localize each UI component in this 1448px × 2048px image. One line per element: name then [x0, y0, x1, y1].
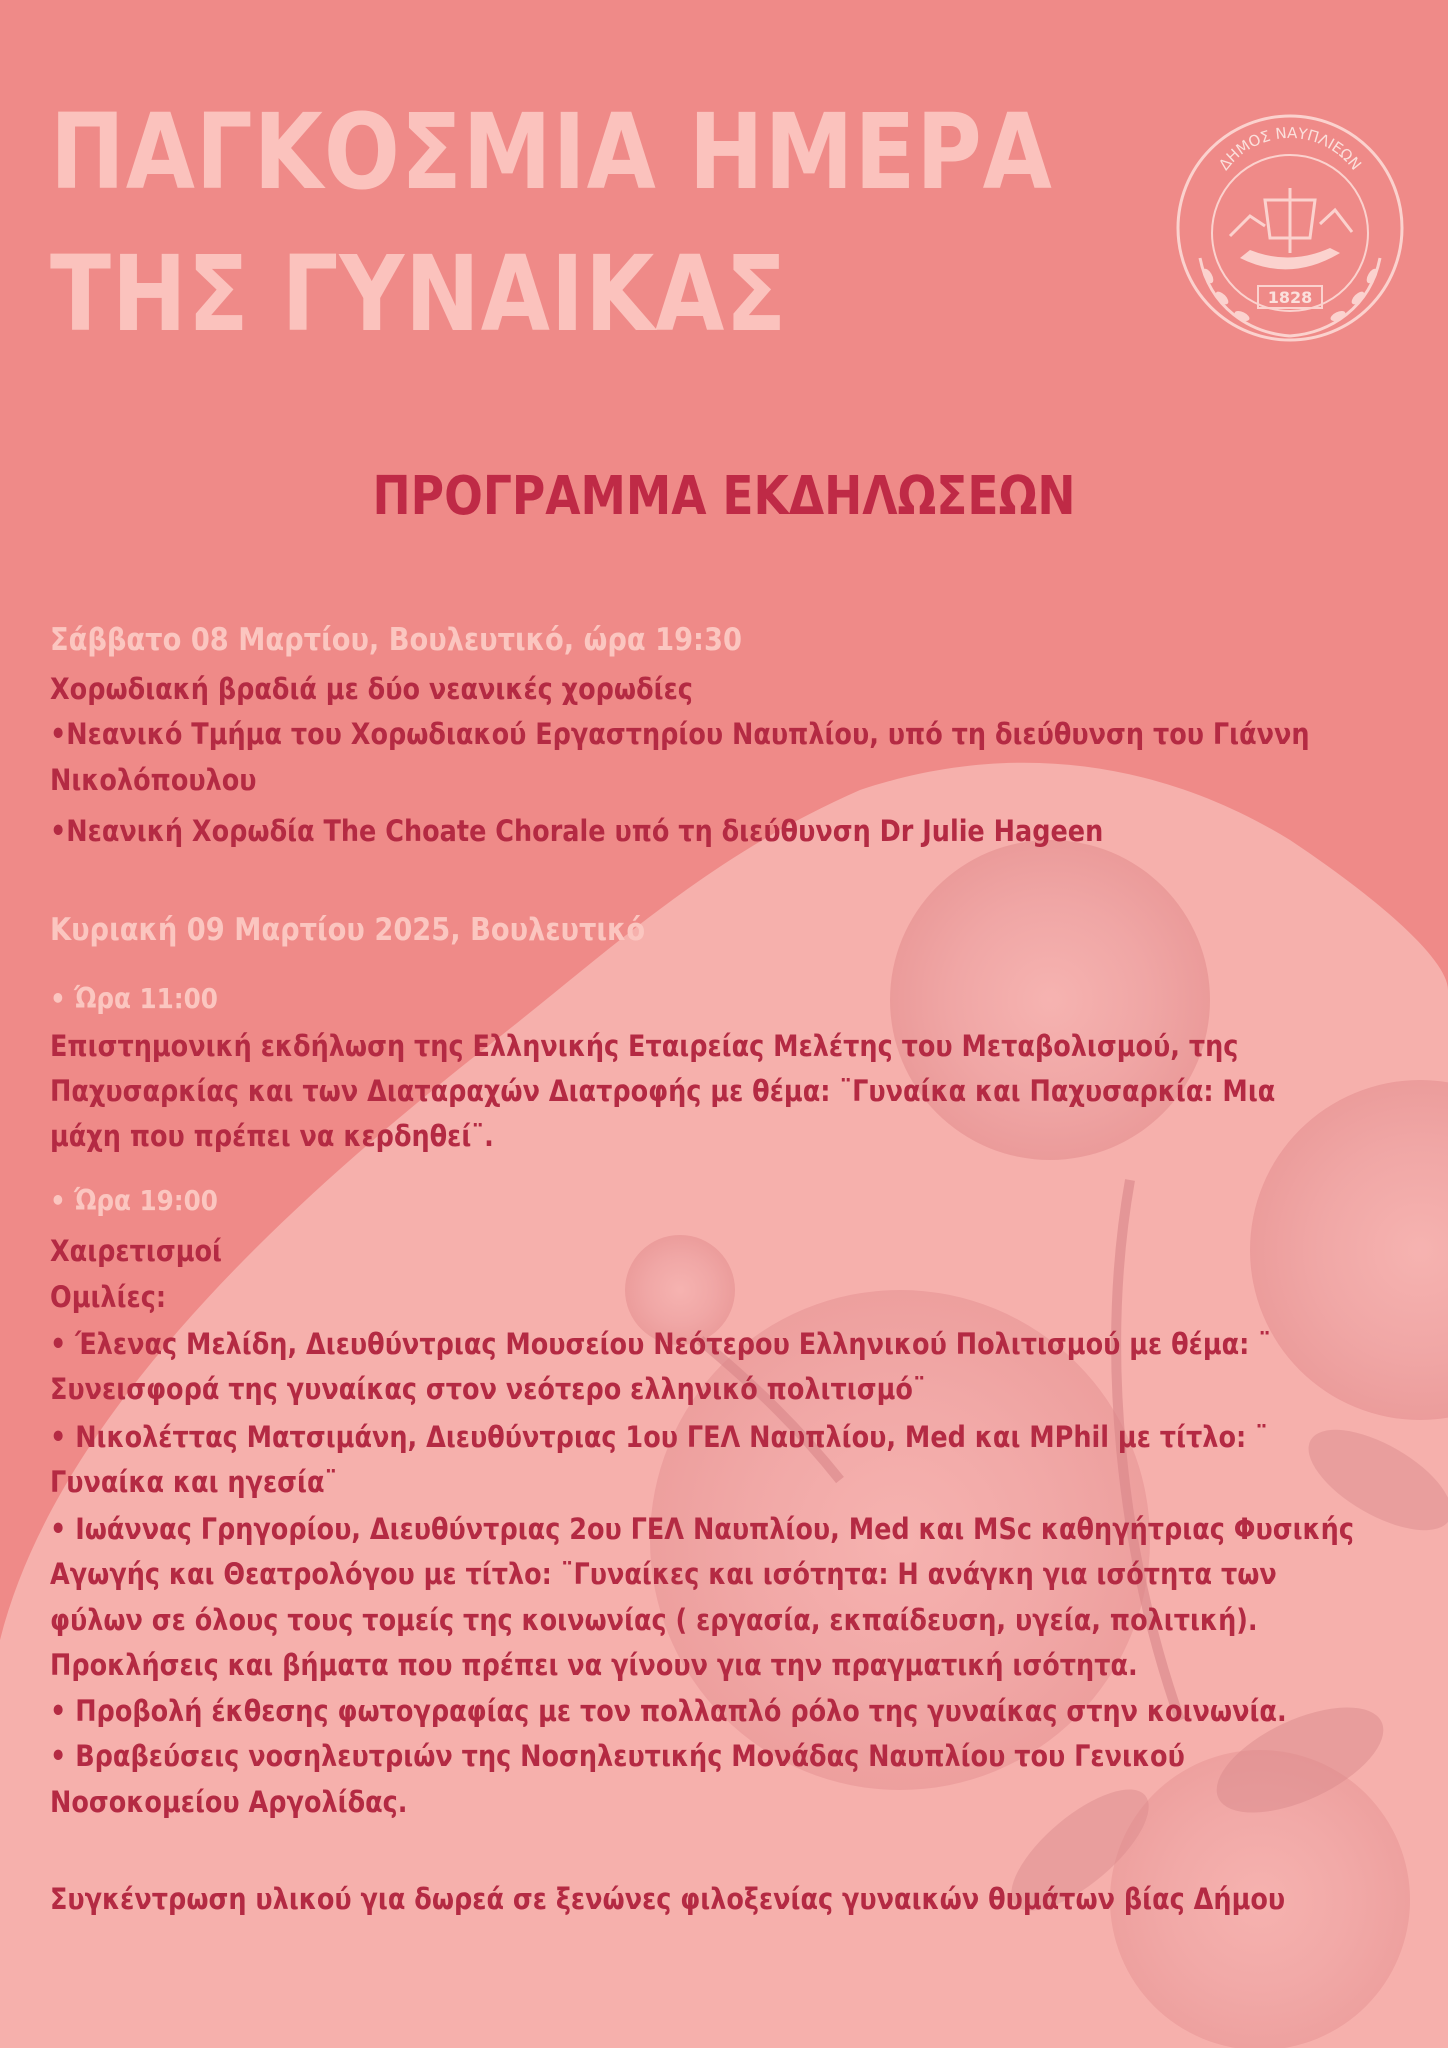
speech3-line4: Προκλήσεις και βήματα που πρέπει να γίνουν για την πραγματική ισότητα. [50, 1648, 1138, 1682]
sunday-heading: Κυριακή 09 Μαρτίου 2025, Βουλευτικό [50, 912, 646, 948]
speech3-line3: φύλων σε όλους τους τομείς της κοινωνίας ( εργασία, εκπαίδευση, υγεία, πολιτική). [50, 1603, 1258, 1637]
sunday-event1-line1: Επιστημονική εκδήλωση της Ελληνικής Εταιρείας Μελέτης του Μεταβολισμού, της [50, 1029, 1239, 1063]
saturday-heading: Σάββατο 08 Μαρτίου, Βουλευτικό, ώρα 19:30 [50, 622, 742, 658]
rose-top-right [890, 840, 1210, 1160]
saturday-item1-line2: Νικολόπουλου [50, 763, 257, 797]
municipality-seal-logo [1170, 108, 1410, 348]
sunday-greetings: Χαιρετισμοί [50, 1234, 222, 1268]
saturday-subtitle: Χορωδιακή βραδιά με δύο νεανικές χορωδίες [50, 672, 693, 706]
main-title-line1: ΠΑΓΚΟΣΜΙΑ ΗΜΕΡΑ [50, 91, 1053, 213]
photo-exhibit: • Προβολή έκθεσης φωτογραφίας με τον πολλαπλό ρόλο της γυναίκας στην κοινωνία. [50, 1694, 1287, 1728]
sunday-speeches-label: Ομιλίες: [50, 1280, 167, 1314]
speech1-line1: • Έλενας Μελίδη, Διευθύντριας Μουσείου Νεότερου Ελληνικού Πολιτισμού με θέμα: ¨ [50, 1327, 1271, 1361]
sunday-event1-line2: Παχυσαρκίας και των Διαταραχών Διατροφής με θέμα: ¨Γυναίκα και Παχυσαρκία: Μια [50, 1074, 1276, 1108]
saturday-item2: •Νεανική Χορωδία The Choate Chorale υπό τη διεύθυνση Dr Julie Hageen [50, 814, 1104, 848]
main-title-line2: ΤΗΣ ΓΥΝΑΙΚΑΣ [50, 233, 788, 355]
donation-collection-note: Συγκέντρωση υλικού για δωρεά σε ξενώνες φιλοξενίας γυναικών θυμάτων βίας Δήμου [50, 1882, 1286, 1916]
sunday-event1-line3: μάχη που πρέπει να κερδηθεί¨. [50, 1119, 494, 1153]
svg-text:1828: 1828 [1267, 288, 1313, 307]
speech2-line2: Γυναίκα και ηγεσία¨ [50, 1465, 338, 1499]
program-title: ΠΡΟΓΡΑΜΜΑ ΕΚΔΗΛΩΣΕΩΝ [372, 466, 1076, 527]
awards-line1: • Βραβεύσεις νοσηλευτριών της Νοσηλευτικής Μονάδας Ναυπλίου του Γενικού [50, 1739, 1185, 1773]
speech3-line2: Αγωγής και Θεατρολόγου με τίτλο: ¨Γυναίκες και ισότητα: Η ανάγκη για ισότητα των [50, 1557, 1277, 1591]
awards-line2: Νοσοκομείου Αργολίδας. [50, 1785, 408, 1819]
speech2-line1: • Νικολέττας Ματσιμάνη, Διευθύντριας 1ου ΓΕΛ Ναυπλίου, Med και MPhil με τίτλο: ¨ [50, 1420, 1268, 1454]
svg-text:ΔΗΜΟΣ ΝΑΥΠΛΙΕΩΝ: ΔΗΜΟΣ ΝΑΥΠΛΙΕΩΝ [1215, 123, 1365, 174]
sunday-time1: • Ώρα 11:00 [50, 982, 218, 1015]
sunday-time2: • Ώρα 19:00 [50, 1184, 218, 1217]
speech1-line2: Συνεισφορά της γυναίκας στον νεότερο ελληνικό πολιτισμό¨ [50, 1372, 926, 1406]
saturday-item1-line1: •Νεανικό Τμήμα του Χορωδιακού Εργαστηρίου Ναυπλίου, υπό τη διεύθυνση του Γιάννη [50, 717, 1310, 751]
speech3-line1: • Ιωάννας Γρηγορίου, Διευθύντριας 2ου ΓΕΛ Ναυπλίου, Med και MSc καθηγήτριας Φυσικής [50, 1512, 1354, 1546]
